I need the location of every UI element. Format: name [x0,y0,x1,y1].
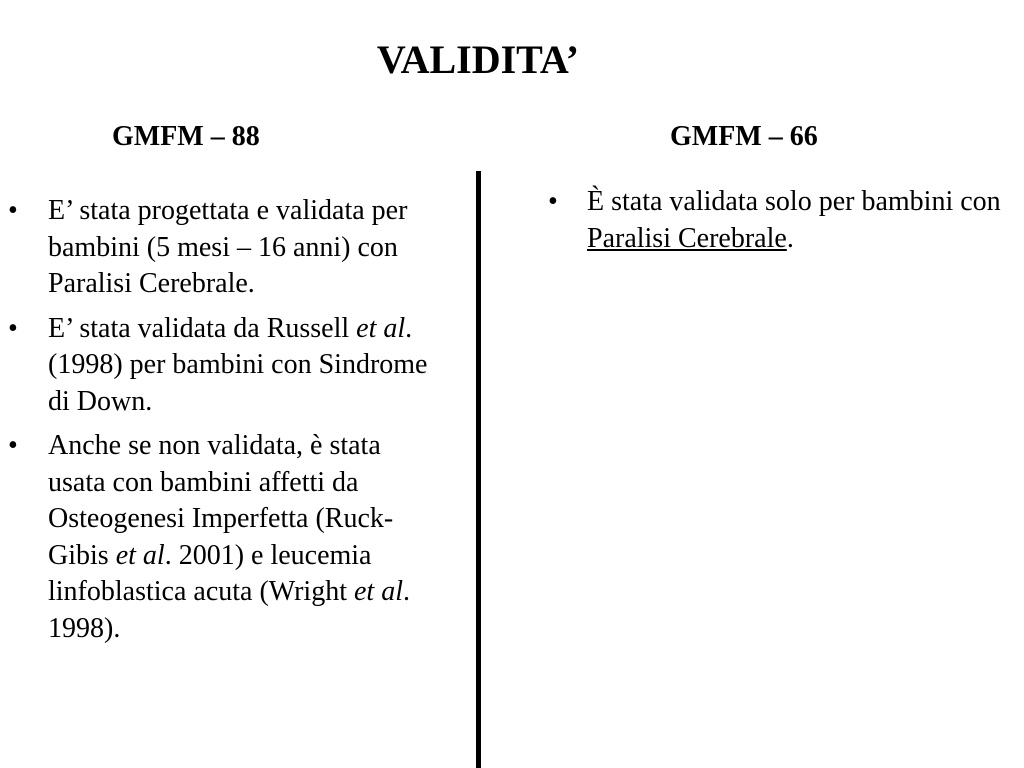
left-bullet-list [8,193,428,655]
bullet-text: . [786,222,794,254]
bullet-icon: • [8,195,18,226]
bullet-text: Anche se non validata, è stata usata con bambini affetti da Osteogenesi Imperfetta (Ruck-Gibis [48,430,394,571]
right-bullet-item [548,184,1024,257]
bullet-text: È stata validata solo per bambini con [587,186,1001,217]
bullet-text-italic: et al [115,539,165,571]
right-bullet-list [548,184,1024,257]
bullet-text: . 1998). [48,576,410,644]
left-bullet-item [8,193,428,303]
bullet-text-underlined: Paralisi Cerebrale [587,222,787,254]
right-column-heading: GMFM – 66 [670,121,818,152]
slide-title: VALIDITA’ [376,37,580,82]
bullet-text: E’ stata progettata e validata per bambini (5 mesi – 16 anni) con Paralisi Cerebrale. [48,195,408,299]
bullet-text-italic: et al [353,576,403,607]
bullet-text-italic: et al [356,312,406,344]
bullet-icon: • [8,430,18,461]
bullet-text: . (1998) per bambini con Sindrome di Down. [48,312,428,417]
bullet-icon: • [8,312,18,344]
left-bullet-item [8,428,428,647]
bullet-text: . 2001) e leucemia linfoblastica acuta (Wright [48,539,372,607]
bullet-icon: • [548,186,558,217]
left-column-heading: GMFM – 88 [112,121,260,152]
left-bullet-item [8,311,428,421]
bullet-text: E’ stata validata da Russell [48,312,357,344]
column-divider [476,171,481,768]
